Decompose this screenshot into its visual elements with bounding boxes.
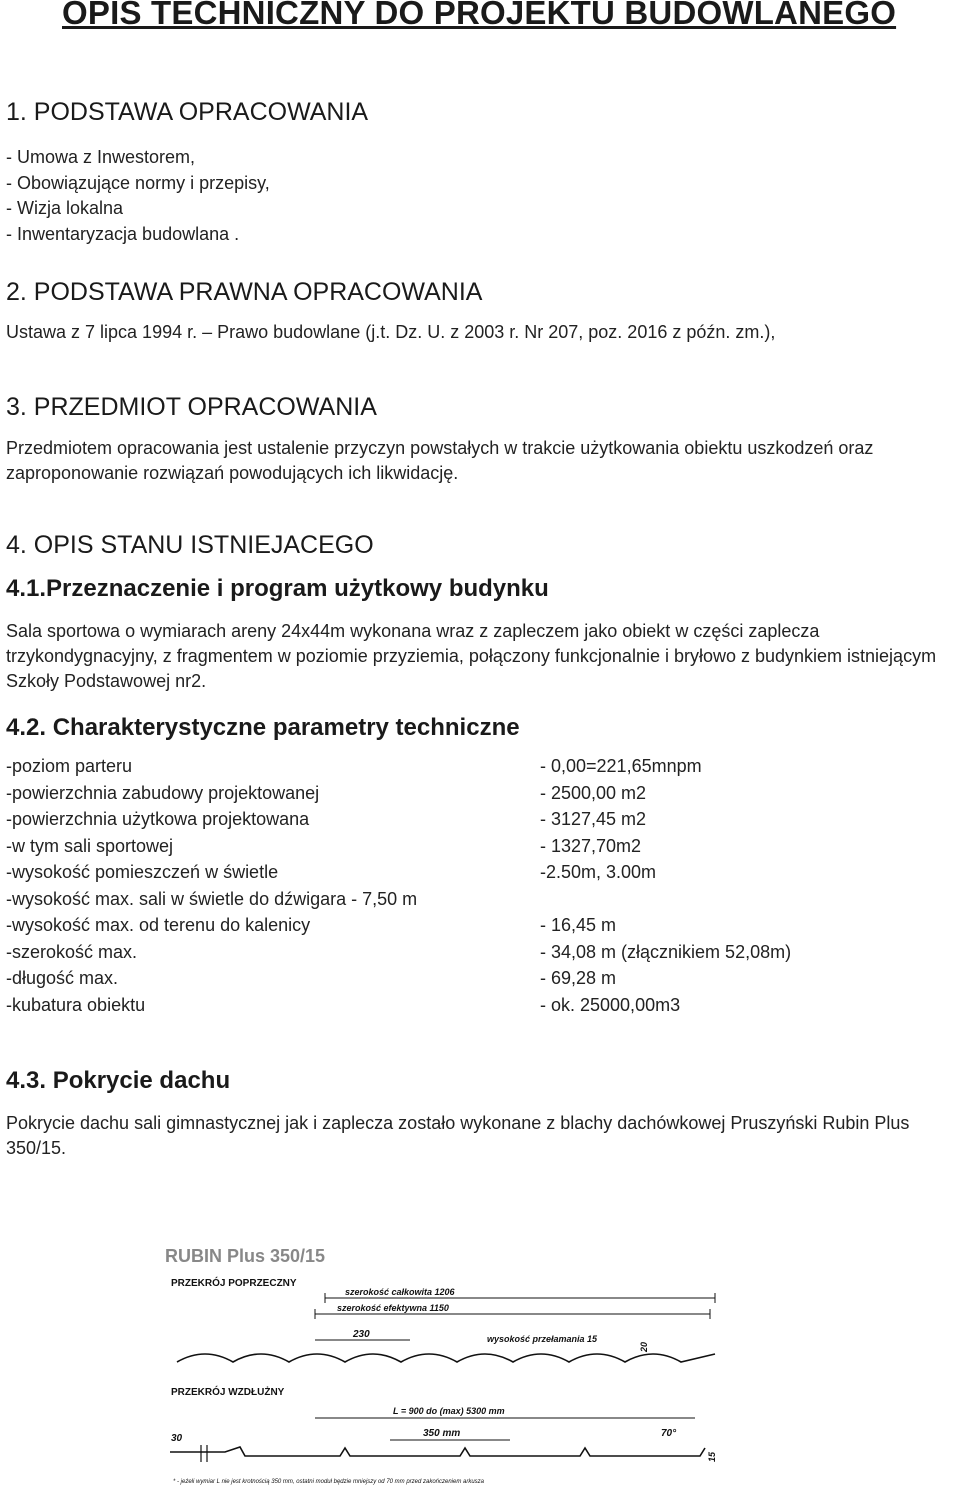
module-width-label: 230: [353, 1329, 370, 1340]
parameter-value: -2.50m, 3.00m: [540, 862, 657, 882]
total-width-label: szerokość całkowita 1206: [345, 1287, 455, 1297]
roof-sheet-diagram: [165, 1240, 725, 1492]
parameter-value: - 3127,45 m2: [540, 809, 647, 829]
list-item: - Wizja lokalna: [6, 198, 124, 219]
parameter-name: -powierzchnia zabudowy projektowanej: [6, 782, 320, 803]
section-4-1-heading: 4.1.Przeznaczenie i program użytkowy budynku: [6, 575, 549, 602]
parameter-value: - 2500,00 m2: [540, 782, 647, 803]
document-title: OPIS TECHNICZNY DO PROJEKTU BUDOWLANEGO: [62, 0, 897, 31]
longitudinal-section-label: PRZEKRÓJ WZDŁUŻNY: [171, 1387, 285, 1398]
crest-height-label: wysokość przełamania 15: [487, 1334, 598, 1344]
parameter-row: [6, 968, 906, 995]
section-2-heading: 2. PODSTAWA PRAWNA OPRACOWANIA: [6, 278, 483, 306]
parameter-value: - 34,08 m (złącznikiem 52,08m): [540, 941, 792, 962]
parameter-row: [6, 889, 906, 916]
section-1-heading: 1. PODSTAWA OPRACOWANIA: [6, 98, 369, 126]
roof-sheet-drawing: [165, 1240, 725, 1492]
parameters-table: [6, 756, 906, 1021]
parameter-name: -w tym sali sportowej: [6, 835, 174, 856]
parameter-name: -powierzchnia użytkowa projektowana: [6, 809, 310, 829]
parameter-value: - 1327,70m2: [540, 835, 642, 856]
figure-title: RUBIN Plus 350/15: [165, 1246, 326, 1266]
parameter-value: - 16,45 m: [540, 915, 617, 935]
step-label: 350 mm: [423, 1428, 461, 1439]
parameter-row: [6, 995, 906, 1022]
section-4-3-heading: 4.3. Pokrycie dachu: [6, 1067, 231, 1094]
parameter-name: -wysokość max. sali w świetle do dźwigara - 7,50 m: [6, 888, 418, 909]
list-item: - Inwentaryzacja budowlana .: [6, 224, 240, 245]
length-label: L = 900 do (max) 5300 mm: [393, 1406, 505, 1416]
cross-section-profile: [177, 1354, 715, 1362]
parameter-value: - ok. 25000,00m3: [540, 994, 681, 1015]
section-4-2-heading: 4.2. Charakterystyczne parametry techniczne: [6, 714, 520, 741]
parameter-row: [6, 783, 906, 810]
roofing-text: Pokrycie dachu sali gimnastycznej jak i zaplecza zostało wykonane z blachy dachówkowej Pruszyński Rubin Plus 350/15.: [6, 1113, 910, 1158]
purpose-text: Sala sportowa o wymiarach areny 24x44m wykonana wraz z zapleczem jako obiekt w części zaplecza trzykondygnacyjny, z fragmentem w poziomie przyziemia, połączony funkcjonalnie i bryłowo z budynkiem istniejącym Szkoły Podstawowej nr2.: [6, 621, 937, 691]
basis-list: [6, 145, 270, 248]
parameter-row: [6, 942, 906, 969]
parameter-name: -szerokość max.: [6, 941, 138, 962]
parameter-name: -kubatura obiektu: [6, 994, 146, 1015]
list-item: - Obowiązujące normy i przepisy,: [6, 172, 270, 193]
longitudinal-profile: [170, 1447, 705, 1456]
section-3-heading: 3. PRZEDMIOT OPRACOWANIA: [6, 393, 377, 421]
dimension-15-label: 15: [707, 1451, 717, 1462]
parameter-name: -wysokość pomieszczeń w świetle: [6, 862, 279, 882]
parameter-value: - 0,00=221,65mnpm: [540, 756, 702, 776]
parameter-name: -wysokość max. od terenu do kalenicy: [6, 915, 311, 935]
height-20-label: 20: [639, 1341, 649, 1352]
legal-basis-text: Ustawa z 7 lipca 1994 r. – Prawo budowlane (j.t. Dz. U. z 2003 r. Nr 207, poz. 2016 z późn. zm.),: [6, 322, 776, 342]
dimension-30-label: 30: [171, 1433, 183, 1444]
parameter-row: [6, 915, 906, 942]
parameter-value: - 69,28 m: [540, 968, 617, 988]
list-item: - Umowa z Inwestorem,: [6, 147, 196, 167]
effective-width-label: szerokość efektywna 1150: [337, 1303, 449, 1313]
parameter-name: -poziom parteru: [6, 756, 133, 776]
subject-text: Przedmiotem opracowania jest ustalenie przyczyn powstałych w trakcie użytkowania obiektu uszkodzeń oraz zaproponowanie rozwiązań powodujących ich likwidację.: [6, 438, 874, 483]
parameter-name: -długość max.: [6, 968, 119, 988]
angle-label: 70°: [661, 1428, 677, 1439]
section-4-heading: 4. OPIS STANU ISTNIEJACEGO: [6, 531, 374, 559]
parameter-row: [6, 756, 906, 783]
drawing-footnote: * - jeżeli wymiar L nie jest krotnością 350 mm, ostatni moduł będzie mniejszy od 70 mm przed zakończeniem arkusza: [173, 1479, 485, 1485]
parameter-row: [6, 836, 906, 863]
parameter-row: [6, 862, 906, 889]
parameter-row: [6, 809, 906, 836]
cross-section-label: PRZEKRÓJ POPRZECZNY: [171, 1278, 297, 1289]
